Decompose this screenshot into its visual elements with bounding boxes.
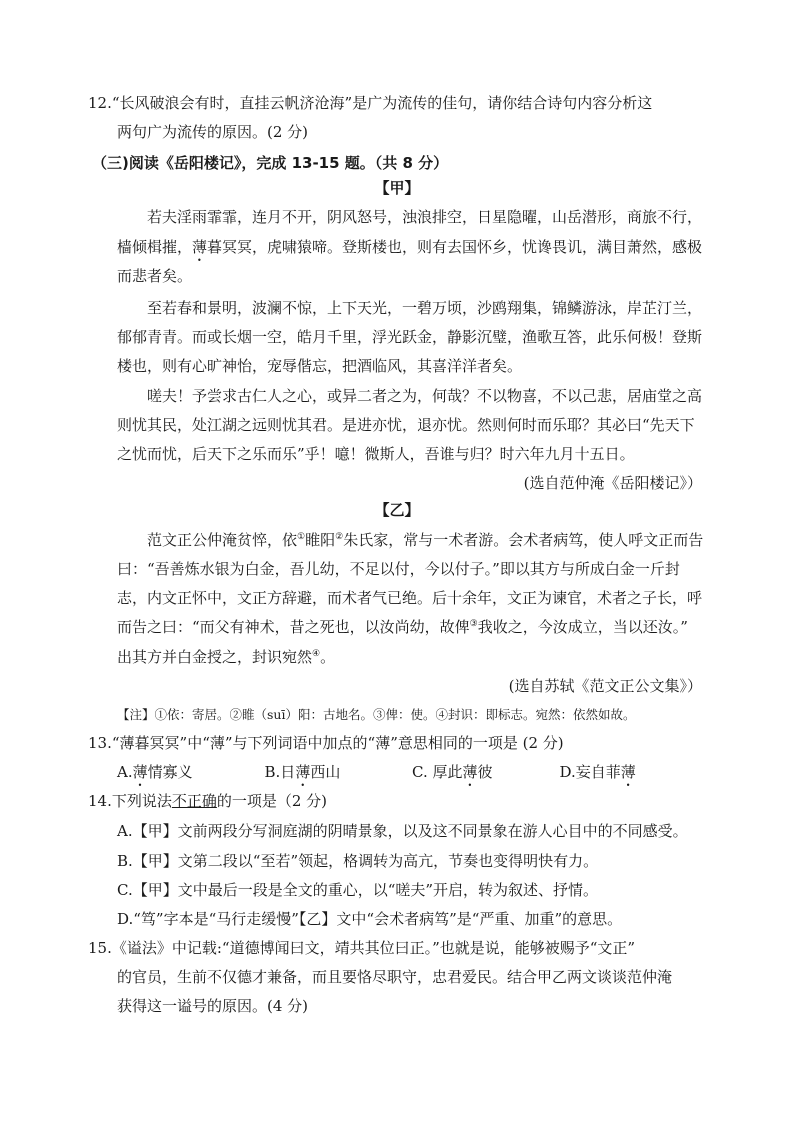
- yi-line-5-b: 。: [320, 648, 336, 666]
- q15-line-3: 获得这一谥号的原因。(4 分): [117, 997, 309, 1015]
- q13-option-b[interactable]: B.日薄西山: [264, 763, 341, 781]
- q14-stem-a: 14.下列说法: [88, 792, 172, 810]
- yi-line-4-a: 而告之曰：“而父有神术，昔之死也，以汝尚幼，故俾: [117, 618, 470, 636]
- q14-stem: [88, 791, 327, 811]
- jia-p2-line-3: 楼也，则有心旷神怡，宠辱偕忘，把酒临风，其喜洋洋者矣。: [117, 357, 523, 375]
- yi-line-1: [147, 530, 703, 550]
- q14-stem-b: 的一项是（2 分): [216, 792, 328, 810]
- q14-option-a[interactable]: A.【甲】文前两段分写洞庭湖的阴晴景象，以及这不同景象在游人心目中的不同感受。: [117, 822, 688, 840]
- yi-line-1-c: 朱氏家，常与一术者游。会术者病笃，使人呼文正而告: [343, 531, 704, 549]
- yi-line-2: 曰：“吾善炼水银为白金，吾儿幼，不足以付，今以付子。”即以其方与所成白金一斤封: [117, 560, 680, 578]
- passage-yi-heading: 【乙】: [374, 501, 420, 519]
- jia-p2-line-2: 郁郁青青。而或长烟一空，皓月千里，浮光跃金，静影沉璧，渔歌互答，此乐何极！登斯: [117, 328, 703, 346]
- section-3-title: （三)阅读《岳阳楼记》，完成 13-15 题。（共 8 分）: [92, 154, 449, 172]
- dotted-char-bo: 薄: [192, 238, 208, 256]
- footnote-ref-2: ②: [335, 532, 344, 542]
- q14-option-b[interactable]: B.【甲】文第二段以“至若”领起，格调转为高亢，节奏也变得明快有力。: [117, 852, 599, 870]
- footnote-ref-1: ①: [297, 532, 306, 542]
- yi-line-3: 志，内文正怀中，文正方辞避，而术者气已绝。后十余年，文正为谏官，术者之子长，呼: [117, 589, 703, 607]
- q12-line-2: 两句广为流传的原因。(2 分): [117, 123, 309, 141]
- q13-option-a[interactable]: A.薄情寡义: [117, 763, 193, 781]
- yi-line-1-b: 睢阳: [305, 531, 336, 549]
- q13-option-d[interactable]: D.妄自菲薄: [559, 763, 636, 781]
- footnote-ref-3: ③: [469, 619, 478, 629]
- jia-p3-line-2: 则忧其民，处江湖之远则忧其君。是进亦忧，退亦忧。然则何时而乐耶？其必曰“先天下: [117, 416, 695, 434]
- q14-stem-underlined: 不正确: [171, 792, 217, 810]
- jia-p1-line-2-a: 樯倾楫摧，: [117, 238, 193, 256]
- q13-option-c[interactable]: C. 厚此薄彼: [412, 763, 493, 781]
- jia-p1-line-2: [117, 237, 702, 265]
- jia-source: (选自范仲淹《岳阳楼记》）: [523, 474, 702, 492]
- q13-stem: 13.“薄暮冥冥”中“薄”与下列词语中加点的“薄”意思相同的一项是 (2 分): [88, 734, 564, 752]
- jia-p1-line-2-b: 暮冥冥，虎啸猿啼。登斯楼也，则有去国怀乡，忧谗畏讥，满目萧然，感极: [207, 238, 703, 256]
- footnotes: 【注】①依：寄居。②睢（suī）阳：古地名。③俾：使。④封识：即标志。宛然：依然如故。: [117, 707, 636, 722]
- jia-p1-line-3: 而悲者矣。: [117, 267, 193, 285]
- q12-line-1: 12.“长风破浪会有时，直挂云帆济沧海”是广为流传的佳句，请你结合诗句内容分析这: [88, 94, 653, 112]
- q15-line-1: 15.《谥法》中记载:“道德博闻曰文，靖共其位曰正。”也就是说，能够被赐予“文正”: [88, 939, 636, 957]
- jia-p3-line-3: 之忧而忧，后天下之乐而乐”乎！噫！微斯人，吾谁与归？时六年九月十五日。: [117, 445, 635, 463]
- yi-line-1-a: 范文正公仲淹贫悴，依: [147, 531, 298, 549]
- passage-jia-heading: 【甲】: [374, 179, 420, 197]
- jia-p1-line-1: 若夫淫雨霏霏，连月不开，阴风怒号，浊浪排空，日星隐曜，山岳潜形，商旅不行，: [147, 208, 703, 226]
- q14-option-d[interactable]: D.“笃”字本是“马行走缓慢”【乙】文中“会术者病笃”是“严重、加重”的意思。: [117, 910, 623, 928]
- yi-line-4-b: 我收之，今汝成立，当以还汝。”: [477, 618, 688, 636]
- jia-p2-line-1: 至若春和景明，波澜不惊，上下天光，一碧万顷，沙鸥翔集，锦鳞游泳，岸芷汀兰，: [147, 299, 703, 317]
- q13-options: [117, 762, 707, 790]
- yi-source: (选自苏轼《范文正公文集》）: [508, 677, 702, 695]
- yi-line-5: [117, 647, 335, 667]
- yi-line-4: [117, 617, 688, 637]
- jia-p3-line-1: 嗟夫！予尝求古仁人之心，或异二者之为，何哉？不以物喜，不以己悲，居庙堂之高: [147, 387, 703, 405]
- q15-line-2: 的官员，生前不仅德才兼备，而且要恪尽职守，忠君爱民。结合甲乙两文谈谈范仲淹: [117, 968, 673, 986]
- footnote-ref-4: ④: [312, 649, 321, 659]
- yi-line-5-a: 出其方并白金授之，封识宛然: [117, 648, 313, 666]
- q14-option-c[interactable]: C.【甲】文中最后一段是全文的重心，以“嗟夫”开启，转为叙述、抒情。: [117, 881, 599, 899]
